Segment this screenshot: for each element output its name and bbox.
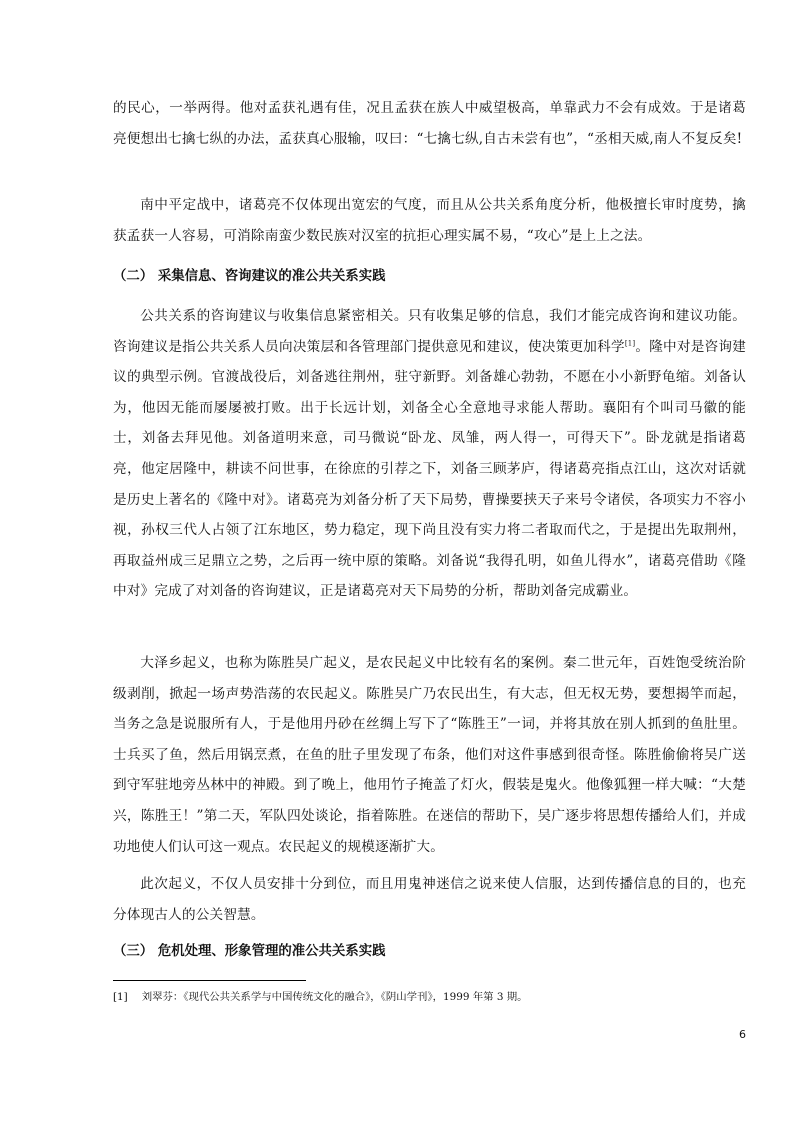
paragraph-nanzhong-analysis: 南中平定战中，诸葛亮不仅体现出宽宏的气度，而且从公共关系角度分析，他极擅长审时度势，擒获孟获一人容易，可消除南蛮少数民族对汉室的抗拒心理实属不易，“攻心”是上上之法。 bbox=[113, 197, 746, 244]
paragraph-longzhong-dui bbox=[113, 301, 746, 607]
footnote bbox=[113, 989, 746, 1005]
footnote-text: 刘翠芬：《现代公共关系学与中国传统文化的融合》，《阴山学刊》，1999 年第 3 期。 bbox=[141, 991, 528, 1003]
section-heading-crisis-image-management: （三） 危机处理、形象管理的准公共关系实践 bbox=[113, 944, 386, 959]
footnote-reference[interactable]: [1] bbox=[624, 339, 636, 348]
paragraph-dazexiang-uprising: 大泽乡起义，也称为陈胜吴广起义，是农民起义中比较有名的案例。秦二世元年，百姓饱受统治阶级剥削，掀起一场声势浩荡的农民起义。陈胜吴广乃农民出生，有大志，但无权无势，要想揭竿而起，当务之急是说服所有人，于是他用丹砂在丝绸上写下了“陈胜王”一词，并将其放在别人抓到的鱼肚里。士兵买了鱼，然后用锅烹煮，在鱼的肚子里发现了布条，他们对这件事感到很奇怪。陈胜偷偷将吴广送到守军驻地旁丛林中的神殿。到了晚上，他用竹子掩盖了灯火，假装是鬼火。他像狐狸一样大喊：“大楚兴，陈胜王！”第二天，军队四处谈论，指着陈胜。在迷信的帮助下，吴广逐步将思想传播给人们，并成功地使人们认可这一观点。农民起义的规模逐渐扩大。 bbox=[113, 655, 746, 855]
page-number: 6 bbox=[739, 1028, 746, 1041]
paragraph-uprising-conclusion: 此次起义，不仅人员安排十分到位，而且用鬼神迷信之说来使人信服，达到传播信息的目的，也充分体现古人的公关智慧。 bbox=[113, 876, 746, 923]
paragraph-zhuge-liang-meng-huo-conclusion: 的民心，一举两得。他对孟获礼遇有佳，况且孟获在族人中威望极高，单靠武力不会有成效。于是诸葛亮便想出七擒七纵的办法，孟获真心服输，叹曰：“七擒七纵,自古未尝有也”，“丞相天威,南人不复反矣! bbox=[113, 100, 746, 147]
section-heading-information-consulting: （二） 采集信息、咨询建议的准公共关系实践 bbox=[113, 269, 386, 284]
footnote-separator bbox=[113, 980, 306, 981]
footnote-mark: [1] bbox=[113, 991, 128, 1003]
paragraph-longzhong-text-before-ref: 公共关系的咨询建议与收集信息紧密相关。只有收集足够的信息，我们才能完成咨询和建议功能。咨询建议是指公共关系人员向决策层和各管理部门提供意见和建议，使决策更加科学 bbox=[113, 308, 746, 355]
paragraph-longzhong-text-after-ref: 。隆中对是咨询建议的典型示例。官渡战役后，刘备逃往荆州，驻守新野。刘备雄心勃勃，不愿在小小新野龟缩。刘备认为，他因无能而屡屡被打败。出于长远计划，刘备全心全意地寻求能人帮助。襄阳有个叫司马徽的能士，刘备去拜见他。刘备道明来意，司马微说“卧龙、凤雏，两人得一，可得天下”。卧龙就是指诸葛亮，他定居隆中，耕读不问世事，在徐庶的引荐之下，刘备三顾茅庐，得诸葛亮指点江山，这次对话就是历史上著名的《隆中对》。诸葛亮为刘备分析了天下局势，曹操要挟天子来号令诸侯，各项实力不容小视，孙权三代人占领了江东地区，势力稳定，现下尚且没有实力将二者取而代之，于是提出先取荆州，再取益州成三足鼎立之势，之后再一统中原的策略。刘备说“我得孔明，如鱼儿得水”，诸葛亮借助《隆中对》完成了对刘备的咨询建议，正是诸葛亮对天下局势的分析，帮助刘备完成霸业。 bbox=[113, 338, 746, 600]
